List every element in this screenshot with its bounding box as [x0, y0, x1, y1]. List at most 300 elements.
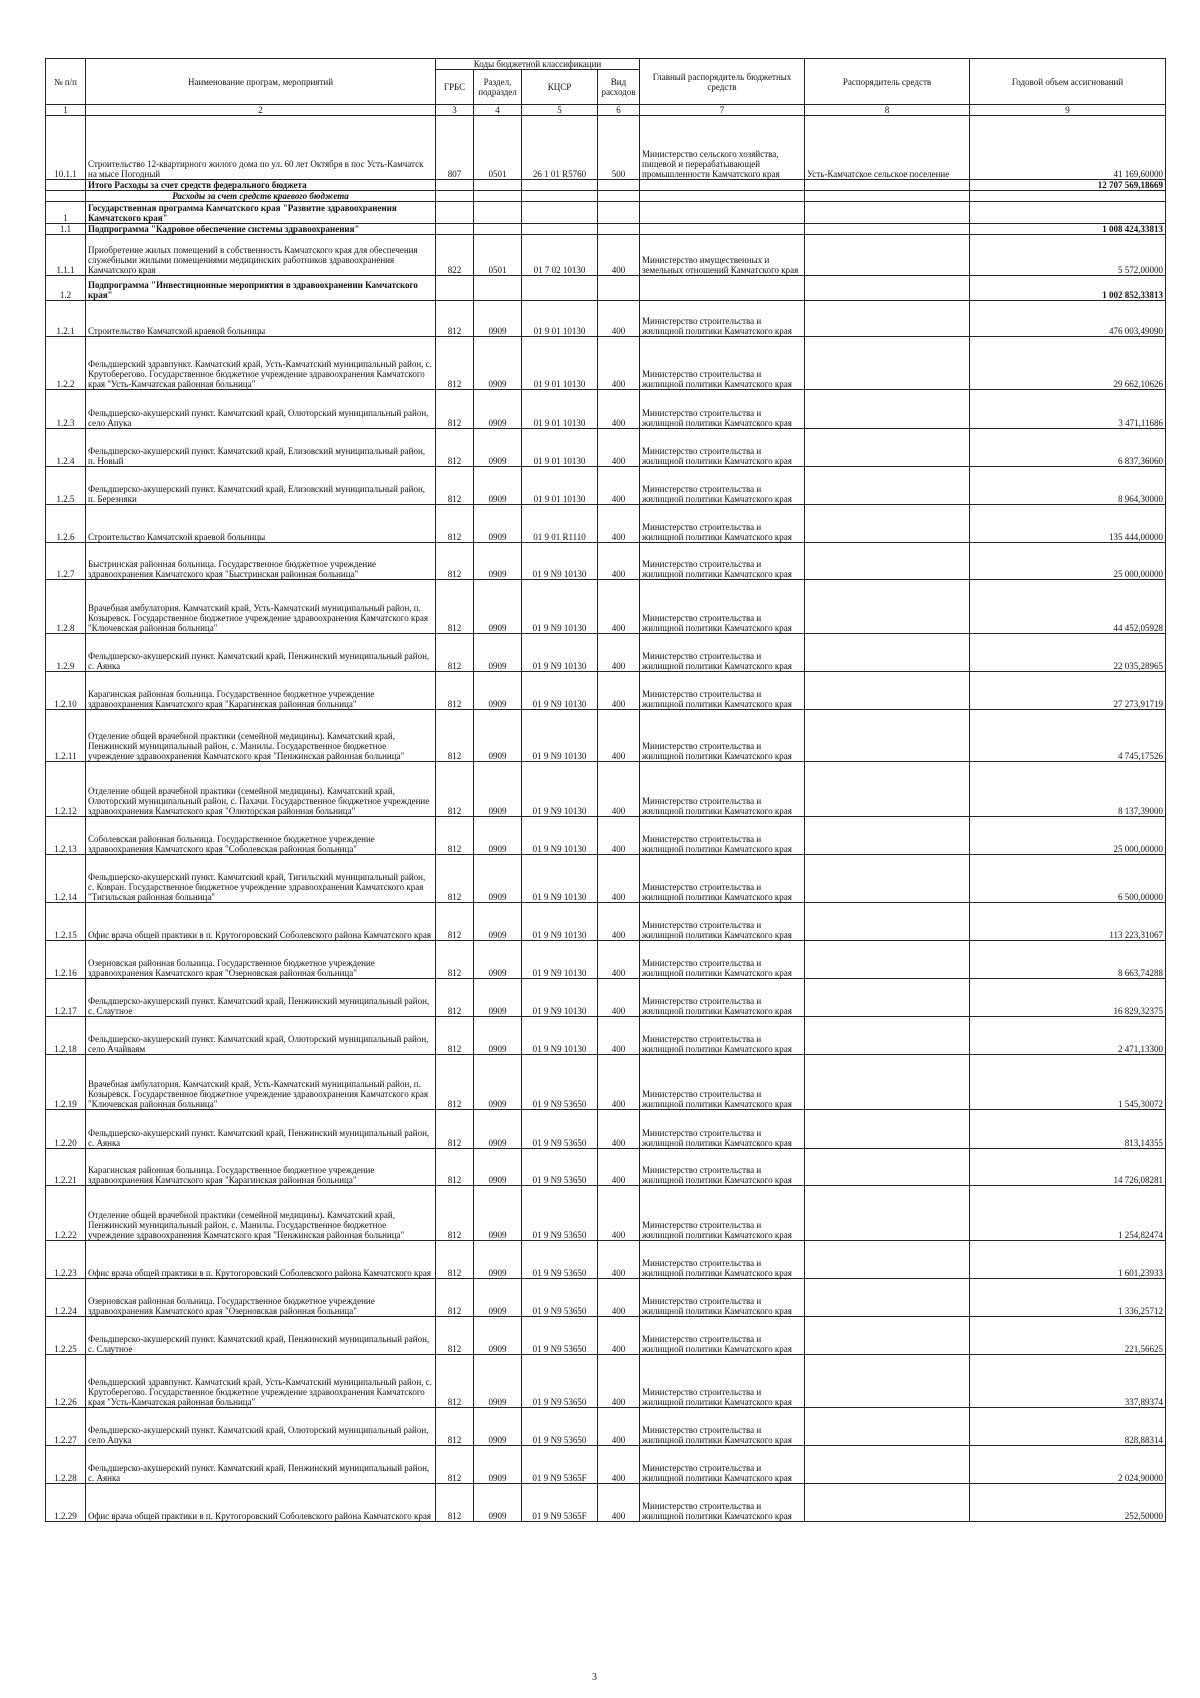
row-name-cell: Фельдшерско-акушерский пункт. Камчатский край, Олюторский муниципальный район, село Апука	[86, 1408, 436, 1446]
row-amount-cell: 27 273,91719	[970, 672, 1166, 710]
row-number-cell: 1.2.28	[46, 1446, 86, 1484]
row-kcsr-cell: 01 9 01 R1110	[522, 505, 598, 543]
column-number: 1	[46, 105, 86, 116]
budget-table	[45, 58, 1166, 1522]
table-row	[46, 505, 1166, 543]
row-kcsr-cell: 01 9 N9 5365F	[522, 1484, 598, 1522]
row-vid-cell: 400	[598, 979, 640, 1017]
row-amount-cell: 1 601,23933	[970, 1241, 1166, 1279]
row-grbs-cell: 812	[436, 1017, 474, 1055]
row-razdel-cell: 0909	[474, 1408, 522, 1446]
row-grbs-cell: 812	[436, 429, 474, 467]
row-kcsr-cell: 01 9 N9 53650	[522, 1408, 598, 1446]
row-amount-cell: 3 471,11686	[970, 390, 1166, 429]
row-distributor-cell	[805, 903, 970, 941]
row-amount-cell: 25 000,00000	[970, 817, 1166, 855]
row-vid-cell: 400	[598, 941, 640, 979]
row-kcsr-cell: 01 9 N9 10130	[522, 979, 598, 1017]
row-kcsr-cell	[522, 276, 598, 301]
row-grbs-cell: 812	[436, 337, 474, 390]
row-grbs-cell: 812	[436, 1408, 474, 1446]
row-grbs-cell	[436, 276, 474, 301]
table-row	[46, 903, 1166, 941]
row-main-distributor-cell: Министерство строительства и жилищной политики Камчатского края	[640, 429, 805, 467]
row-grbs-cell: 812	[436, 543, 474, 580]
row-name-cell: Фельдшерско-акушерский пункт. Камчатский край, Пенжинский муниципальный район, с. Слаутное	[86, 1317, 436, 1355]
header-razdel: Раздел, подраздел	[474, 70, 522, 105]
row-name-cell: Фельдшерский здравпункт. Камчатский край, Усть-Камчатский муниципальный район, с. Крутоберегово. Государственное бюджетное учреждение здравоохранения Камчатского края "Усть-Камчатская районная больница"	[86, 1355, 436, 1408]
row-distributor-cell	[805, 301, 970, 337]
row-grbs-cell: 812	[436, 817, 474, 855]
row-razdel-cell: 0909	[474, 1241, 522, 1279]
row-name-cell: Врачебная амбулатория. Камчатский край, Усть-Камчатский муниципальный район, п. Козыревск. Государственное бюджетное учреждение здравоохранения Камчатского края "Ключевская районная больница"	[86, 580, 436, 634]
row-razdel-cell: 0909	[474, 580, 522, 634]
row-name-cell: Озерновская районная больница. Государственное бюджетное учреждение здравоохранения Камчатского края "Озерновская районная больница"	[86, 941, 436, 979]
row-main-distributor-cell: Министерство имущественных и земельных отношений Камчатского края	[640, 235, 805, 276]
header-grbs: ГРБС	[436, 70, 474, 105]
row-vid-cell	[598, 276, 640, 301]
row-number-cell: 1.1.1	[46, 235, 86, 276]
row-razdel-cell: 0909	[474, 1355, 522, 1408]
row-main-distributor-cell: Министерство строительства и жилищной политики Камчатского края	[640, 1055, 805, 1110]
row-name-cell: Строительство Камчатской краевой больницы	[86, 505, 436, 543]
row-main-distributor-cell: Министерство строительства и жилищной политики Камчатского края	[640, 301, 805, 337]
row-amount-cell: 1 545,30072	[970, 1055, 1166, 1110]
row-amount-cell: 337,89374	[970, 1355, 1166, 1408]
row-main-distributor-cell: Министерство строительства и жилищной политики Камчатского края	[640, 543, 805, 580]
row-razdel-cell: 0909	[474, 710, 522, 762]
row-kcsr-cell	[522, 202, 598, 224]
row-kcsr-cell: 01 9 N9 53650	[522, 1279, 598, 1317]
table-row	[46, 1186, 1166, 1241]
row-name-cell: Итого Расходы за счет средств федерального бюджета	[86, 180, 436, 191]
row-razdel-cell: 0909	[474, 1279, 522, 1317]
row-amount-cell: 8 964,30000	[970, 467, 1166, 505]
row-main-distributor-cell: Министерство строительства и жилищной политики Камчатского края	[640, 1186, 805, 1241]
row-main-distributor-cell: Министерство строительства и жилищной политики Камчатского края	[640, 580, 805, 634]
row-kcsr-cell: 01 9 N9 10130	[522, 941, 598, 979]
row-razdel-cell	[474, 180, 522, 191]
row-grbs-cell: 812	[436, 634, 474, 672]
row-amount-cell: 16 829,32375	[970, 979, 1166, 1017]
row-razdel-cell: 0909	[474, 505, 522, 543]
row-grbs-cell: 812	[436, 1186, 474, 1241]
table-row	[46, 1484, 1166, 1522]
row-grbs-cell	[436, 202, 474, 224]
row-distributor-cell	[805, 979, 970, 1017]
row-vid-cell: 400	[598, 337, 640, 390]
row-amount-cell: 44 452,05928	[970, 580, 1166, 634]
row-razdel-cell: 0909	[474, 941, 522, 979]
row-amount-cell: 1 336,25712	[970, 1279, 1166, 1317]
row-grbs-cell: 822	[436, 235, 474, 276]
row-number-cell: 1.2.23	[46, 1241, 86, 1279]
row-number-cell: 1.2.21	[46, 1149, 86, 1186]
row-grbs-cell	[436, 180, 474, 191]
column-number: 2	[86, 105, 436, 116]
row-name-cell: Подпрограмма "Инвестиционные мероприятия в здравоохранении Камчатского края"	[86, 276, 436, 301]
row-distributor-cell	[805, 505, 970, 543]
row-razdel-cell: 0909	[474, 979, 522, 1017]
row-name-cell: Офис врача общей практики в п. Крутогоровский Соболевского района Камчатского края	[86, 1484, 436, 1522]
header-amount: Годовой объем ассигнований	[970, 59, 1166, 105]
row-main-distributor-cell: Министерство строительства и жилищной политики Камчатского края	[640, 634, 805, 672]
row-distributor-cell	[805, 337, 970, 390]
table-row	[46, 467, 1166, 505]
row-distributor-cell	[805, 1149, 970, 1186]
row-razdel-cell	[474, 202, 522, 224]
row-kcsr-cell: 01 9 N9 10130	[522, 903, 598, 941]
row-distributor-cell	[805, 429, 970, 467]
row-name-cell: Фельдшерско-акушерский пункт. Камчатский край, Елизовский муниципальный район, п. Новый	[86, 429, 436, 467]
row-distributor-cell	[805, 543, 970, 580]
row-amount-cell: 25 000,00000	[970, 543, 1166, 580]
row-kcsr-cell: 01 9 01 10130	[522, 390, 598, 429]
row-number-cell: 1.2.26	[46, 1355, 86, 1408]
row-number-cell: 1	[46, 202, 86, 224]
header-no: № п/п	[46, 59, 86, 105]
row-kcsr-cell: 01 9 N9 53650	[522, 1241, 598, 1279]
header-main-distributor: Главный распорядитель бюджетных средств	[640, 59, 805, 105]
row-kcsr-cell: 26 1 01 R5760	[522, 116, 598, 180]
row-name-cell: Фельдшерско-акушерский пункт. Камчатский край, Олюторский муниципальный район, село Апука	[86, 390, 436, 429]
row-name-cell: Строительство 12-квартирного жилого дома по ул. 60 лет Октября в пос Усть-Камчатск на мысе Погодный	[86, 116, 436, 180]
row-main-distributor-cell: Министерство строительства и жилищной политики Камчатского края	[640, 390, 805, 429]
row-vid-cell: 400	[598, 429, 640, 467]
row-main-distributor-cell	[640, 276, 805, 301]
row-vid-cell: 400	[598, 1055, 640, 1110]
table-body	[46, 116, 1166, 1522]
row-kcsr-cell: 01 9 N9 10130	[522, 580, 598, 634]
row-razdel-cell: 0909	[474, 1317, 522, 1355]
table-row	[46, 1017, 1166, 1055]
row-kcsr-cell: 01 9 N9 10130	[522, 543, 598, 580]
row-vid-cell	[598, 191, 640, 202]
row-main-distributor-cell: Министерство строительства и жилищной политики Камчатского края	[640, 1241, 805, 1279]
row-grbs-cell: 812	[436, 1110, 474, 1149]
row-razdel-cell	[474, 224, 522, 235]
row-distributor-cell	[805, 180, 970, 191]
row-number-cell: 1.2.14	[46, 855, 86, 903]
row-number-cell: 1.2.24	[46, 1279, 86, 1317]
row-kcsr-cell: 01 9 N9 10130	[522, 817, 598, 855]
header-kcsr: КЦСР	[522, 70, 598, 105]
row-vid-cell: 400	[598, 1149, 640, 1186]
row-distributor-cell	[805, 1484, 970, 1522]
row-distributor-cell	[805, 276, 970, 301]
row-amount-cell: 1 008 424,33813	[970, 224, 1166, 235]
row-vid-cell: 400	[598, 1017, 640, 1055]
row-number-cell: 1.2.11	[46, 710, 86, 762]
table-row	[46, 1149, 1166, 1186]
row-vid-cell: 400	[598, 235, 640, 276]
row-razdel-cell: 0909	[474, 855, 522, 903]
row-grbs-cell: 812	[436, 903, 474, 941]
row-vid-cell: 400	[598, 390, 640, 429]
row-main-distributor-cell: Министерство строительства и жилищной политики Камчатского края	[640, 1149, 805, 1186]
table-row	[46, 817, 1166, 855]
row-razdel-cell: 0501	[474, 235, 522, 276]
row-number-cell: 1.2.12	[46, 762, 86, 817]
row-razdel-cell: 0909	[474, 817, 522, 855]
row-number-cell: 1.2.16	[46, 941, 86, 979]
table-row	[46, 1408, 1166, 1446]
row-amount-cell: 6 500,00000	[970, 855, 1166, 903]
row-main-distributor-cell: Министерство строительства и жилищной политики Камчатского края	[640, 817, 805, 855]
row-grbs-cell: 812	[436, 1317, 474, 1355]
row-razdel-cell: 0909	[474, 903, 522, 941]
row-vid-cell	[598, 224, 640, 235]
row-name-cell: Расходы за счет средств краевого бюджета	[86, 191, 436, 202]
row-name-cell: Государственная программа Камчатского края "Развитие здравоохранения Камчатского края"	[86, 202, 436, 224]
row-grbs-cell: 812	[436, 301, 474, 337]
row-name-cell: Отделение общей врачебной практики (семейной медицины). Камчатский край, Пенжинский муниципальный район, с. Манилы. Государственное бюджетное учреждение здравоохранения Камчатского края "Пенжинская районная больница"	[86, 710, 436, 762]
row-vid-cell: 400	[598, 817, 640, 855]
table-row	[46, 276, 1166, 301]
row-distributor-cell	[805, 672, 970, 710]
row-razdel-cell: 0909	[474, 301, 522, 337]
row-vid-cell: 400	[598, 672, 640, 710]
table-row	[46, 1055, 1166, 1110]
row-vid-cell: 400	[598, 1408, 640, 1446]
column-number: 3	[436, 105, 474, 116]
row-distributor-cell	[805, 941, 970, 979]
row-grbs-cell: 812	[436, 1149, 474, 1186]
row-name-cell: Фельдшерско-акушерский пункт. Камчатский край, Пенжинский муниципальный район, с. Аянка	[86, 1110, 436, 1149]
row-number-cell	[46, 180, 86, 191]
row-distributor-cell	[805, 855, 970, 903]
row-distributor-cell	[805, 580, 970, 634]
row-kcsr-cell: 01 9 N9 10130	[522, 1017, 598, 1055]
table-row	[46, 390, 1166, 429]
row-kcsr-cell: 01 9 N9 10130	[522, 762, 598, 817]
row-amount-cell: 14 726,08281	[970, 1149, 1166, 1186]
row-kcsr-cell: 01 9 N9 53650	[522, 1317, 598, 1355]
table-row	[46, 1279, 1166, 1317]
row-distributor-cell	[805, 390, 970, 429]
row-razdel-cell: 0909	[474, 390, 522, 429]
row-vid-cell: 400	[598, 301, 640, 337]
header-codes-group: Коды бюджетной классификации	[436, 59, 640, 70]
table-row	[46, 180, 1166, 191]
row-grbs-cell: 812	[436, 1484, 474, 1522]
table-row	[46, 672, 1166, 710]
row-number-cell: 1.2.1	[46, 301, 86, 337]
row-grbs-cell: 812	[436, 580, 474, 634]
row-grbs-cell: 812	[436, 710, 474, 762]
row-vid-cell: 400	[598, 903, 640, 941]
row-name-cell: Фельдшерский здравпункт. Камчатский край, Усть-Камчатский муниципальный район, с. Крутоберегово. Государственное бюджетное учреждение здравоохранения Камчатского края "Усть-Камчатская районная больница"	[86, 337, 436, 390]
row-razdel-cell: 0909	[474, 762, 522, 817]
row-main-distributor-cell: Министерство строительства и жилищной политики Камчатского края	[640, 672, 805, 710]
row-vid-cell: 400	[598, 1279, 640, 1317]
row-main-distributor-cell: Министерство строительства и жилищной политики Камчатского края	[640, 505, 805, 543]
table-row	[46, 941, 1166, 979]
table-row	[46, 1317, 1166, 1355]
row-kcsr-cell: 01 7 02 10130	[522, 235, 598, 276]
row-name-cell: Офис врача общей практики в п. Крутогоровский Соболевского района Камчатского края	[86, 1241, 436, 1279]
row-amount-cell: 2 471,13300	[970, 1017, 1166, 1055]
row-number-cell: 1.2.25	[46, 1317, 86, 1355]
row-razdel-cell: 0909	[474, 1186, 522, 1241]
row-distributor-cell	[805, 1279, 970, 1317]
row-vid-cell	[598, 180, 640, 191]
row-main-distributor-cell: Министерство строительства и жилищной политики Камчатского края	[640, 1484, 805, 1522]
row-razdel-cell: 0909	[474, 467, 522, 505]
row-amount-cell: 2 024,90000	[970, 1446, 1166, 1484]
row-amount-cell	[970, 202, 1166, 224]
row-distributor-cell	[805, 467, 970, 505]
row-number-cell: 10.1.1	[46, 116, 86, 180]
row-amount-cell: 22 035,28965	[970, 634, 1166, 672]
row-name-cell: Отделение общей врачебной практики (семейной медицины). Камчатский край, Олюторский муниципальный район, с. Пахачи. Государственное бюджетное учреждение здравоохранения Камчатского края "Олюторская районная больница"	[86, 762, 436, 817]
row-kcsr-cell	[522, 224, 598, 235]
header-vid: Вид расходов	[598, 70, 640, 105]
table-row	[46, 543, 1166, 580]
table-row	[46, 1241, 1166, 1279]
row-kcsr-cell: 01 9 N9 10130	[522, 855, 598, 903]
row-amount-cell: 8 137,39000	[970, 762, 1166, 817]
row-vid-cell: 400	[598, 505, 640, 543]
row-grbs-cell: 812	[436, 467, 474, 505]
row-main-distributor-cell	[640, 180, 805, 191]
column-number: 7	[640, 105, 805, 116]
row-name-cell: Карагинская районная больница. Государственное бюджетное учреждение здравоохранения Камчатского края "Карагинская районная больница"	[86, 1149, 436, 1186]
row-kcsr-cell	[522, 191, 598, 202]
table-row	[46, 1446, 1166, 1484]
row-grbs-cell: 812	[436, 505, 474, 543]
row-name-cell: Фельдшерско-акушерский пункт. Камчатский край, Олюторский муниципальный район, село Ачайваям	[86, 1017, 436, 1055]
row-main-distributor-cell	[640, 191, 805, 202]
row-amount-cell: 476 003,49090	[970, 301, 1166, 337]
row-vid-cell: 400	[598, 580, 640, 634]
row-number-cell: 1.2.20	[46, 1110, 86, 1149]
row-grbs-cell: 812	[436, 1355, 474, 1408]
row-main-distributor-cell: Министерство строительства и жилищной политики Камчатского края	[640, 762, 805, 817]
row-razdel-cell: 0909	[474, 429, 522, 467]
row-kcsr-cell: 01 9 01 10130	[522, 467, 598, 505]
row-number-cell: 1.2.5	[46, 467, 86, 505]
row-name-cell: Карагинская районная больница. Государственное бюджетное учреждение здравоохранения Камчатского края "Карагинская районная больница"	[86, 672, 436, 710]
row-number-cell: 1.2.4	[46, 429, 86, 467]
row-kcsr-cell: 01 9 N9 10130	[522, 710, 598, 762]
row-name-cell: Отделение общей врачебной практики (семейной медицины). Камчатский край, Пенжинский муниципальный район, с. Манилы. Государственное бюджетное учреждение здравоохранения Камчатского края "Пенжинская районная больница"	[86, 1186, 436, 1241]
row-number-cell: 1.2.8	[46, 580, 86, 634]
row-name-cell: Офис врача общей практики в п. Крутогоровский Соболевского района Камчатского края	[86, 903, 436, 941]
row-grbs-cell: 812	[436, 979, 474, 1017]
row-vid-cell: 400	[598, 1446, 640, 1484]
row-distributor-cell	[805, 1017, 970, 1055]
table-row	[46, 224, 1166, 235]
row-number-cell: 1.2.6	[46, 505, 86, 543]
row-kcsr-cell: 01 9 01 10130	[522, 429, 598, 467]
row-amount-cell: 221,56625	[970, 1317, 1166, 1355]
row-name-cell: Соболевская районная больница. Государственное бюджетное учреждение здравоохранения Камчатского края "Соболевская районная больница"	[86, 817, 436, 855]
page-number: 3	[592, 1672, 597, 1683]
row-kcsr-cell	[522, 180, 598, 191]
row-main-distributor-cell: Министерство строительства и жилищной политики Камчатского края	[640, 337, 805, 390]
row-number-cell: 1.2.18	[46, 1017, 86, 1055]
row-grbs-cell: 812	[436, 941, 474, 979]
row-amount-cell: 8 663,74288	[970, 941, 1166, 979]
row-vid-cell: 400	[598, 1186, 640, 1241]
row-grbs-cell: 812	[436, 762, 474, 817]
row-distributor-cell	[805, 762, 970, 817]
row-razdel-cell	[474, 276, 522, 301]
row-number-cell: 1.2.17	[46, 979, 86, 1017]
row-main-distributor-cell: Министерство строительства и жилищной политики Камчатского края	[640, 1317, 805, 1355]
row-amount-cell: 41 169,60000	[970, 116, 1166, 180]
row-vid-cell: 400	[598, 1317, 640, 1355]
row-distributor-cell	[805, 1355, 970, 1408]
row-name-cell: Озерновская районная больница. Государственное бюджетное учреждение здравоохранения Камчатского края "Озерновская районная больница"	[86, 1279, 436, 1317]
table-row	[46, 191, 1166, 202]
row-razdel-cell: 0909	[474, 1446, 522, 1484]
row-main-distributor-cell: Министерство строительства и жилищной политики Камчатского края	[640, 710, 805, 762]
row-vid-cell: 400	[598, 855, 640, 903]
table-row	[46, 301, 1166, 337]
row-grbs-cell: 812	[436, 1055, 474, 1110]
row-main-distributor-cell: Министерство сельского хозяйства, пищевой и перерабатывающей промышленности Камчатского края	[640, 116, 805, 180]
row-razdel-cell: 0501	[474, 116, 522, 180]
column-number: 9	[970, 105, 1166, 116]
row-main-distributor-cell: Министерство строительства и жилищной политики Камчатского края	[640, 1446, 805, 1484]
row-razdel-cell: 0909	[474, 543, 522, 580]
row-distributor-cell	[805, 817, 970, 855]
table-row	[46, 337, 1166, 390]
row-grbs-cell: 812	[436, 1446, 474, 1484]
row-distributor-cell	[805, 1055, 970, 1110]
row-amount-cell	[970, 191, 1166, 202]
table-row	[46, 762, 1166, 817]
row-number-cell: 1.2.22	[46, 1186, 86, 1241]
row-number-cell	[46, 191, 86, 202]
row-grbs-cell: 812	[436, 1241, 474, 1279]
row-number-cell: 1.2.15	[46, 903, 86, 941]
table-row	[46, 1110, 1166, 1149]
row-name-cell: Фельдшерско-акушерский пункт. Камчатский край, Тигильский муниципальный район, с. Ковран. Государственное бюджетное учреждение здравоохранения Камчатского края "Тигильская районная больница"	[86, 855, 436, 903]
row-name-cell: Врачебная амбулатория. Камчатский край, Усть-Камчатский муниципальный район, п. Козыревск. Государственное бюджетное учреждение здравоохранения Камчатского края "Ключевская районная больница"	[86, 1055, 436, 1110]
row-vid-cell: 400	[598, 1484, 640, 1522]
row-amount-cell: 252,50000	[970, 1484, 1166, 1522]
row-name-cell: Фельдшерско-акушерский пункт. Камчатский край, Елизовский муниципальный район, п. Березняки	[86, 467, 436, 505]
row-main-distributor-cell: Министерство строительства и жилищной политики Камчатского края	[640, 467, 805, 505]
row-number-cell: 1.1	[46, 224, 86, 235]
row-name-cell: Подпрограмма "Кадровое обеспечение системы здравоохранения"	[86, 224, 436, 235]
row-vid-cell: 400	[598, 634, 640, 672]
row-distributor-cell	[805, 1446, 970, 1484]
row-number-cell: 1.2.7	[46, 543, 86, 580]
table-row	[46, 202, 1166, 224]
row-main-distributor-cell	[640, 224, 805, 235]
table-row	[46, 710, 1166, 762]
row-main-distributor-cell: Министерство строительства и жилищной политики Камчатского края	[640, 1017, 805, 1055]
table-row	[46, 429, 1166, 467]
row-amount-cell: 29 662,10626	[970, 337, 1166, 390]
table-row	[46, 634, 1166, 672]
row-distributor-cell	[805, 191, 970, 202]
row-distributor-cell	[805, 1110, 970, 1149]
row-kcsr-cell: 01 9 N9 53650	[522, 1186, 598, 1241]
table-row	[46, 855, 1166, 903]
row-vid-cell: 400	[598, 762, 640, 817]
row-name-cell: Фельдшерско-акушерский пункт. Камчатский край, Пенжинский муниципальный район, с. Аянка	[86, 1446, 436, 1484]
row-amount-cell: 1 002 852,33813	[970, 276, 1166, 301]
row-razdel-cell: 0909	[474, 1149, 522, 1186]
row-amount-cell: 135 444,00000	[970, 505, 1166, 543]
row-main-distributor-cell: Министерство строительства и жилищной политики Камчатского края	[640, 941, 805, 979]
table-row	[46, 1355, 1166, 1408]
